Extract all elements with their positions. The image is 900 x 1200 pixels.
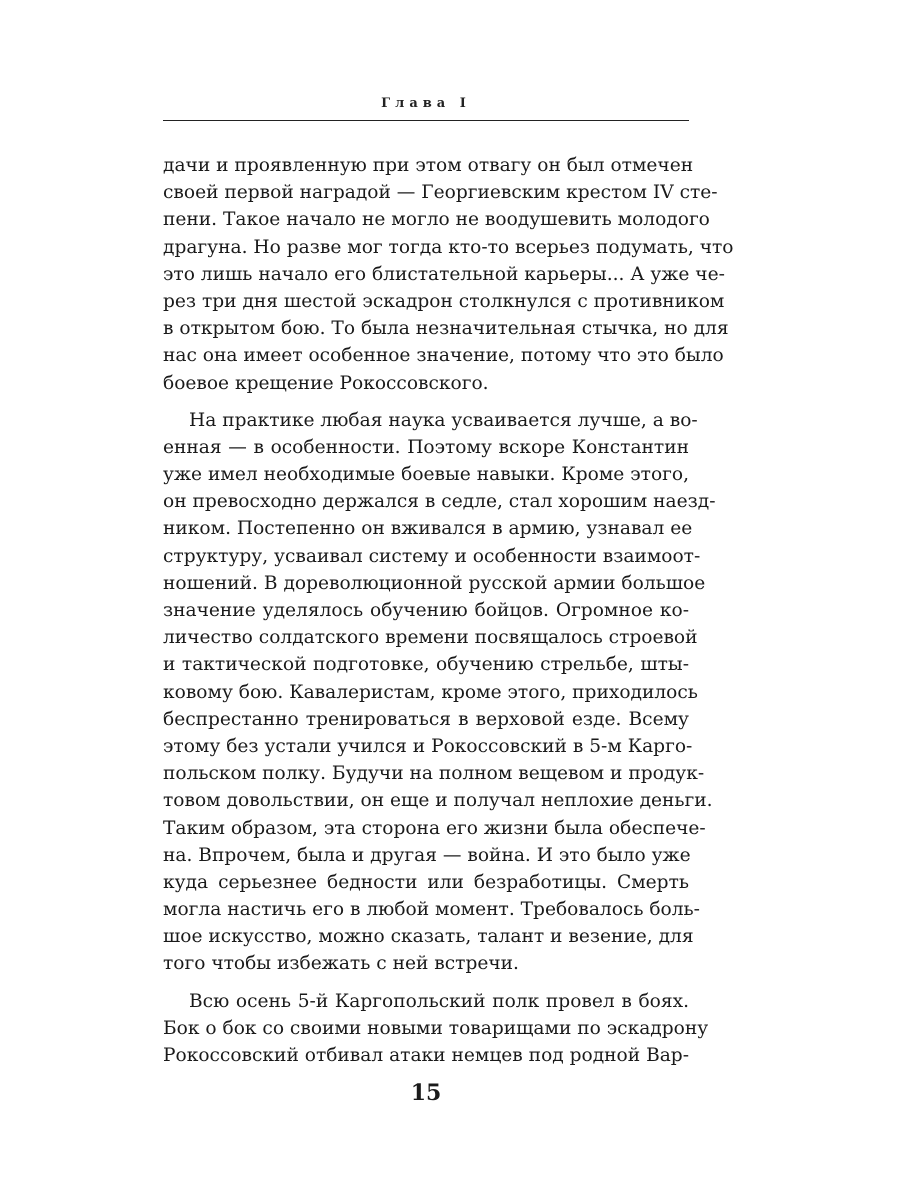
text-line: того чтобы избежать с ней встречи.: [163, 953, 519, 975]
text-line: На практике любая наука усваивается лучше, а во-: [189, 409, 698, 431]
text-line: польском полку. Будучи на полном вещевом и продук-: [163, 763, 705, 785]
text-line: куда серьезнее бедности или безработицы. Смерть: [163, 871, 689, 893]
text-line: Всю осень 5-й Каргопольский полк провел в боях.: [189, 990, 689, 1012]
text-line: ношений. В дореволюционной русской армии большое: [163, 572, 706, 594]
paragraph-gap: [163, 397, 689, 407]
text-line: он превосходно держался в седле, стал хорошим наезд-: [163, 491, 716, 513]
page-number: 15: [410, 1080, 442, 1106]
text-line: рез три дня шестой эскадрон столкнулся с противником: [163, 290, 725, 312]
text-line: пени. Такое начало не могло не воодушевить молодого: [163, 209, 710, 231]
text-line: Таким образом, эта сторона его жизни была обеспече-: [163, 817, 706, 839]
text-line: могла настичь его в любой момент. Требовалось боль-: [163, 899, 700, 921]
text-line: своей первой наградой — Георгиевским крестом IV сте-: [163, 182, 718, 204]
text-line: это лишь начало его блистательной карьеры... А уже че-: [163, 263, 725, 285]
paragraph-gap: [163, 978, 689, 988]
text-line: ником. Постепенно он вживался в армию, узнавал ее: [163, 518, 693, 540]
text-line: беспрестанно тренироваться в верховой езде. Всему: [163, 708, 689, 730]
text-line: енная — в особенности. Поэтому вскоре Константин: [163, 436, 689, 458]
text-line: в открытом бою. То была незначительная стычка, но для: [163, 318, 729, 340]
text-line: дачи и проявленную при этом отвагу он был отмечен: [163, 155, 694, 176]
running-head-chapter-title: Глава I: [381, 96, 471, 111]
paragraph: [163, 152, 734, 397]
text-line: Бок о бок со своими новыми товарищами по эскадрону: [163, 1017, 709, 1039]
text-line: нас она имеет особенное значение, потому что это было: [163, 345, 724, 367]
text-line: Рокоссовский отбивал атаки немцев под родной Вар-: [163, 1045, 689, 1066]
body-text: [163, 152, 734, 1069]
text-line: шое искусство, можно сказать, талант и везение, для: [163, 926, 694, 948]
text-line: структуру, усваивал систему и особенности взаимоот-: [163, 545, 701, 567]
text-line: значение уделялось обучению бойцов. Огромное ко-: [163, 600, 689, 621]
header-rule: [163, 120, 689, 121]
text-line: уже имел необходимые боевые навыки. Кроме этого,: [163, 464, 689, 486]
text-line: личество солдатского времени посвящалось строевой: [163, 627, 698, 649]
text-line: драгуна. Но разве мог тогда кто-то всерьез подумать, что: [163, 236, 734, 258]
paragraph: [163, 988, 709, 1070]
text-line: боевое крещение Рокоссовского.: [163, 372, 489, 394]
text-line: этому без устали учился и Рокоссовский в 5-м Карго-: [163, 735, 693, 757]
paragraph: [163, 407, 716, 978]
text-line: товом довольствии, он еще и получал неплохие деньги.: [163, 790, 713, 812]
text-line: на. Впрочем, была и другая — война. И это было уже: [163, 844, 691, 866]
text-line: и тактической подготовке, обучению стрельбе, шты-: [163, 654, 689, 676]
text-line: ковому бою. Кавалеристам, кроме этого, приходилось: [163, 681, 698, 703]
